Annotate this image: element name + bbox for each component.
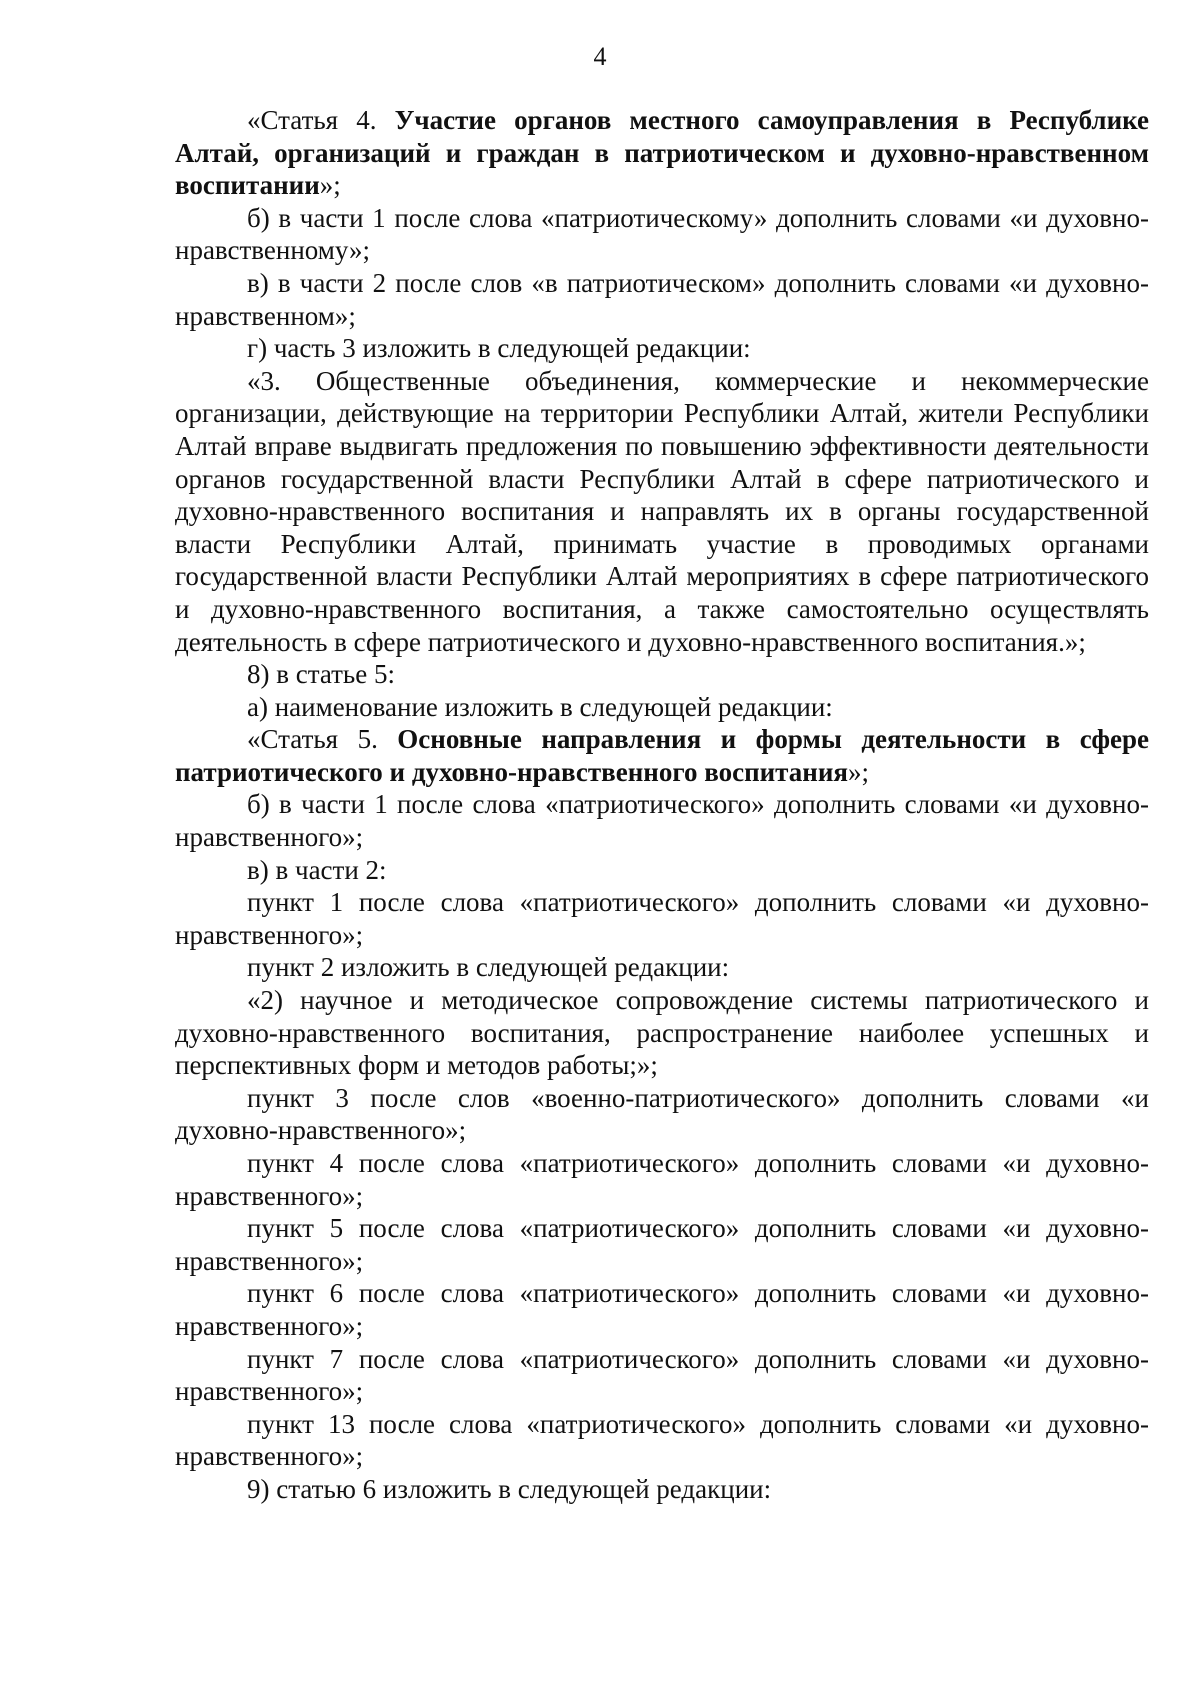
paragraph xyxy=(175,951,1149,984)
paragraph xyxy=(175,854,1149,887)
paragraph xyxy=(175,984,1149,1082)
text-run: пункт 13 после слова «патриотического» дополнить словами «и духовно-нравственного»; xyxy=(175,1408,1149,1472)
text-run: «Статья 4. xyxy=(247,105,395,135)
text-run: б) в части 1 после слова «патриотического» дополнить словами «и духовно-нравственного»; xyxy=(175,789,1149,853)
document-body xyxy=(175,104,1149,1506)
paragraph xyxy=(175,723,1149,788)
paragraph xyxy=(175,1212,1149,1277)
text-run: пункт 3 после слов «военно-патриотического» дополнить словами «и духовно-нравственного»; xyxy=(175,1082,1149,1146)
text-run: в) в части 2: xyxy=(247,854,387,885)
text-run: »; xyxy=(319,170,341,201)
text-run: пункт 6 после слова «патриотического» дополнить словами «и духовно-нравственного»; xyxy=(175,1278,1149,1341)
paragraph xyxy=(175,1277,1149,1342)
text-run: 9) статью 6 изложить в следующей редакции: xyxy=(247,1473,772,1504)
text-run: «Статья 5. xyxy=(247,724,398,755)
bold-text: Основные направления и формы деятельности в сфере патриотического и духовно-нравственного воспитания xyxy=(175,724,1149,787)
paragraph xyxy=(175,104,1149,202)
paragraph xyxy=(175,788,1149,853)
paragraph xyxy=(175,691,1149,724)
text-run: пункт 5 после слова «патриотического» дополнить словами «и духовно-нравственного»; xyxy=(175,1213,1149,1276)
text-run: б) в части 1 после слова «патриотическому» дополнить словами «и духовно-нравственному»; xyxy=(175,202,1149,266)
paragraph xyxy=(175,1343,1149,1408)
bold-text: Участие органов местного самоуправления в Республике Алтай, организаций и граждан в патриотическом и духовно-нравственном воспитании xyxy=(175,105,1149,201)
paragraph xyxy=(175,365,1149,658)
text-run: в) в части 2 после слов «в патриотическом» дополнить словами «и духовно-нравственном»; xyxy=(175,267,1149,331)
text-run: пункт 4 после слова «патриотического» дополнить словами «и духовно-нравственного»; xyxy=(175,1148,1149,1211)
paragraph xyxy=(175,1473,1149,1506)
paragraph xyxy=(175,267,1149,332)
paragraph xyxy=(175,202,1149,267)
text-run: пункт 7 после слова «патриотического» дополнить словами «и духовно-нравственного»; xyxy=(175,1343,1149,1407)
text-run: пункт 2 изложить в следующей редакции: xyxy=(247,952,730,983)
paragraph xyxy=(175,886,1149,951)
text-run: 8) в статье 5: xyxy=(247,659,395,690)
text-run: »; xyxy=(848,756,870,787)
text-run: а) наименование изложить в следующей редакции: xyxy=(247,691,833,722)
paragraph xyxy=(175,1147,1149,1212)
text-run: пункт 1 после слова «патриотического» дополнить словами «и духовно-нравственного»; xyxy=(175,887,1149,950)
text-run: «2) научное и методическое сопровождение системы патриотического и духовно-нравственного воспитания, распространение наиболее успешных и перспективных форм и методов работы;»; xyxy=(175,985,1149,1081)
page-number: 4 xyxy=(593,42,607,71)
paragraph xyxy=(175,332,1149,365)
paragraph xyxy=(175,1408,1149,1473)
text-run: г) часть 3 изложить в следующей редакции: xyxy=(247,333,751,364)
paragraph xyxy=(175,658,1149,691)
paragraph xyxy=(175,1082,1149,1147)
text-run: «3. Общественные объединения, коммерческие и некоммерческие организации, действующие на территории Республики Алтай, жители Республики Алтай вправе выдвигать предложения по повышению эффективности деятельности органов государственной власти Республики Алтай в сфере патриотического и духовно-нравственного воспитания и направлять их в органы государственной власти Республики Алтай, принимать участие в проводимых органами государственной власти Республики Алтай мероприятиях в сфере патриотического и духовно-нравственного воспитания, а также самостоятельно осуществлять деятельность в сфере патриотического и духовно-нравственного воспитания.»; xyxy=(175,365,1149,657)
